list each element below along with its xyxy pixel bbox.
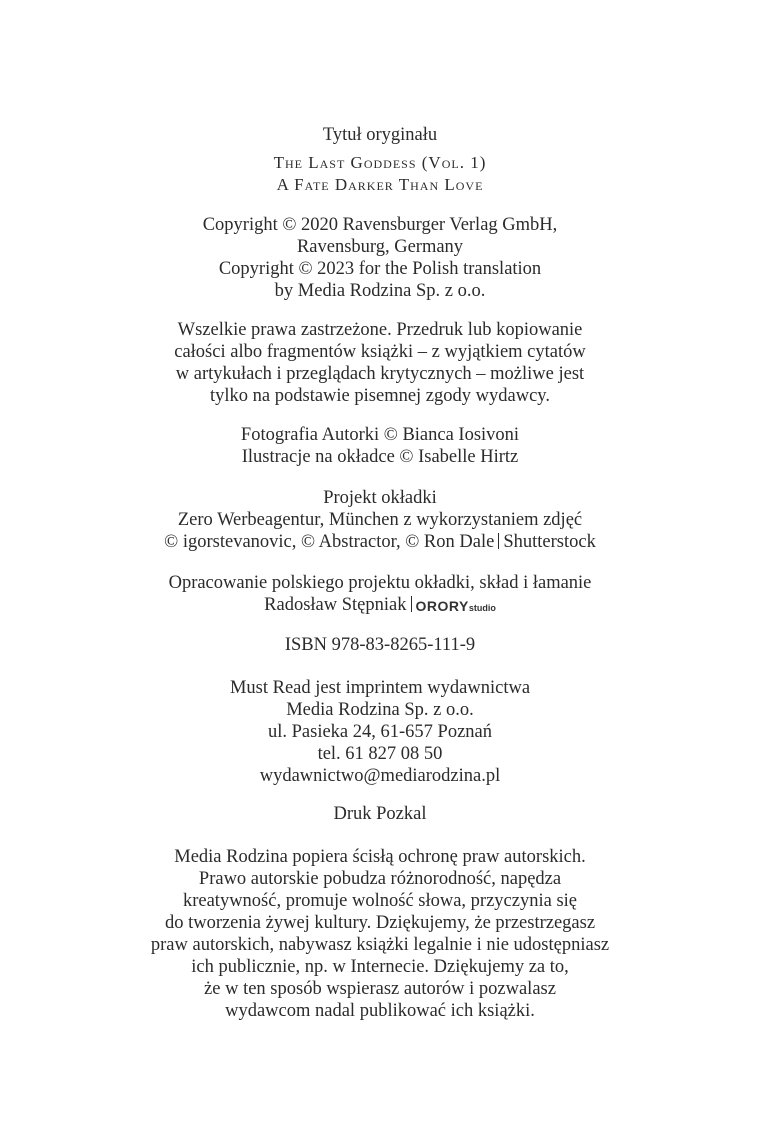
rights-line: w artykułach i przeglądach krytycznych – możliwe jest [175,364,585,384]
original-title-block [0,124,760,196]
statement-line: do tworzenia żywej kultury. Dziękujemy, że przestrzegasz [164,913,596,933]
studio-logo: ORORYstudio [415,598,496,614]
statement-line: Media Rodzina popiera ścisłą ochronę praw autorskich. [174,847,586,867]
publisher-line: tel. 61 827 08 50 [317,744,443,764]
original-title-label: Tytuł oryginału [322,125,438,145]
publisher-block [0,677,760,787]
cover-project-line-1: Zero Werbeagentur, München z wykorzystaniem zdjęć [177,510,583,530]
rights-reserved-block [0,319,760,407]
credit-line: Ilustracje na okładce © Isabelle Hirtz [241,447,519,467]
original-title-line-2: A Fate Darker Than Love [276,175,484,194]
photo-credits-block [0,424,760,468]
original-title-line-1: The Last Goddess (Vol. 1) [273,153,487,172]
rights-line: Wszelkie prawa zastrzeżone. Przedruk lub kopiowanie [177,320,583,340]
rights-line: całości albo fragmentów książki – z wyjątkiem cytatów [174,342,586,362]
publisher-line: Media Rodzina Sp. z o.o. [286,700,474,720]
copyright-line: by Media Rodzina Sp. z o.o. [274,281,486,301]
copyright-line: Copyright © 2020 Ravensburger Verlag GmbH, [202,215,558,235]
isbn-block [0,634,760,656]
copyright-line: Ravensburg, Germany [296,237,464,257]
statement-line: że w ten sposób wspierasz autorów i pozwalasz [204,979,556,999]
statement-line: wydawcom nadal publikować ich książki. [225,1001,535,1021]
layout-credit-line [0,594,760,619]
publisher-line: Must Read jest imprintem wydawnictwa [229,678,531,698]
copyright-line: Copyright © 2023 for the Polish translation [218,259,542,279]
layout-credit-block [0,572,760,619]
separator-bar [498,533,499,549]
statement-line: kreatywność, promuje wolność słowa, przyczynia się [182,891,578,911]
statement-line: praw autorskich, nabywasz książki legalnie i nie udostępniasz [150,935,610,955]
copyright-statement-block [0,846,760,1022]
cover-photo-credits: © igorstevanovic, © Abstractor, © Ron Dale [164,532,495,552]
cover-project-label: Projekt okładki [323,488,437,508]
layout-credit-name: Radosław Stępniak [264,595,407,615]
isbn: ISBN 978-83-8265-111-9 [284,635,476,655]
publisher-email: wydawnictwo@mediarodzina.pl [259,766,501,786]
credit-line: Fotografia Autorki © Bianca Iosivoni [240,425,520,445]
publisher-line: ul. Pasieka 24, 61-657 Poznań [267,722,493,742]
statement-line: ich publicznie, np. w Internecie. Dziękujemy za to, [191,957,569,977]
printer: Druk Pozkal [333,804,427,824]
separator-bar [411,596,412,612]
rights-line: tylko na podstawie pisemnej zgody wydawcy. [210,386,550,406]
cover-project-line-2 [0,531,760,553]
layout-credit-label: Opracowanie polskiego projektu okładki, skład i łamanie [168,573,592,593]
cover-photo-source: Shutterstock [503,532,596,552]
cover-project-block [0,487,760,553]
statement-line: Prawo autorskie pobudza różnorodność, napędza [198,869,562,889]
copyright-block [0,214,760,302]
print-block [0,803,760,825]
